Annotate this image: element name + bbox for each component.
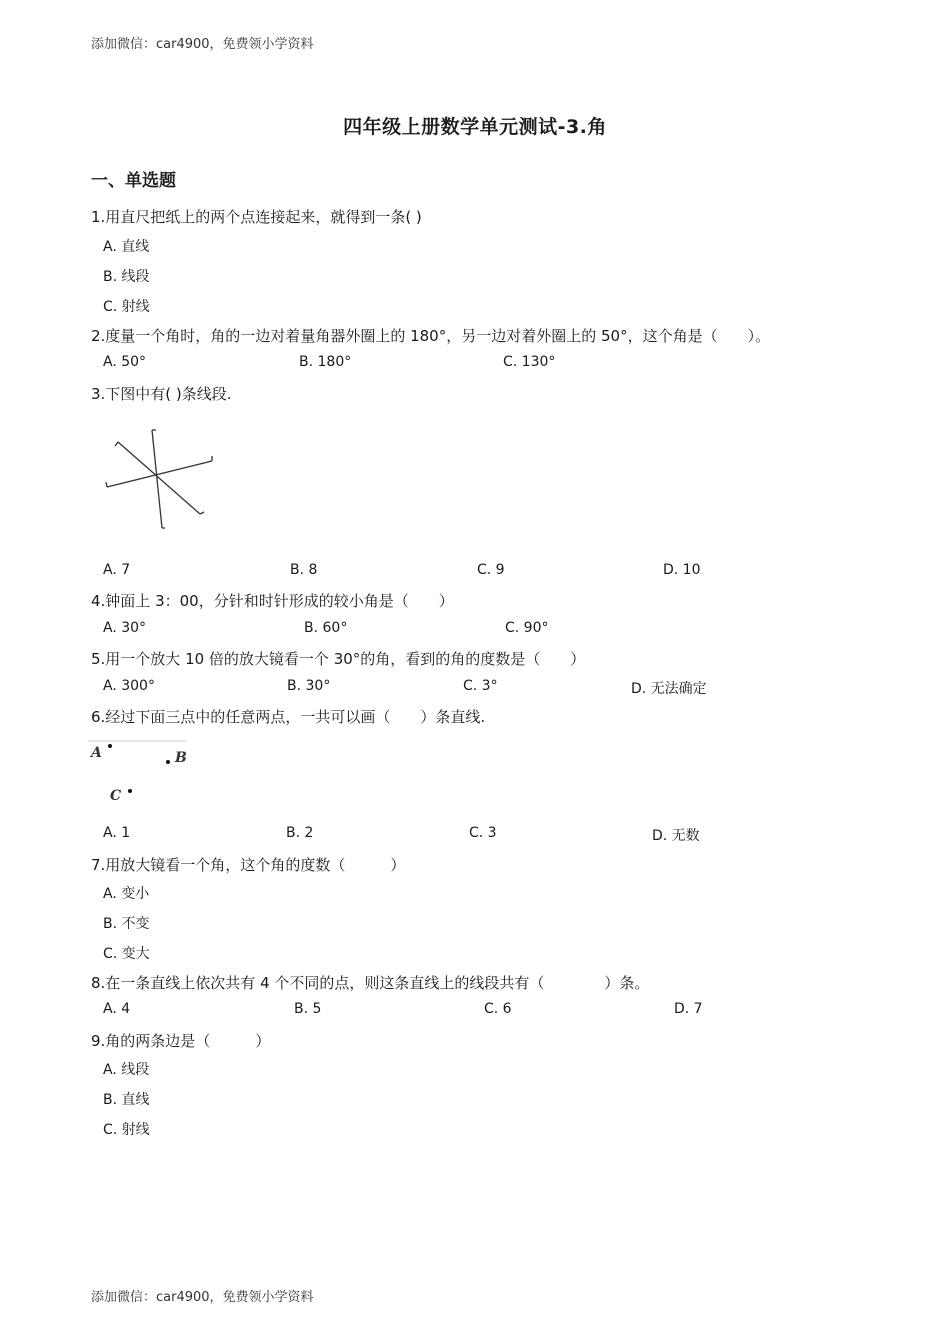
question-5: 5.用一个放大 10 倍的放大镜看一个 30°的角，看到的角的度数是（ ）	[91, 650, 586, 668]
q9-option-c[interactable]: C. 射线	[103, 1122, 150, 1138]
q2-option-c[interactable]: C. 130°	[503, 354, 556, 370]
q8-option-b[interactable]: B. 5	[294, 1001, 322, 1017]
section-heading: 一、单选题	[91, 171, 176, 191]
question-4: 4.钟面上 3：00，分针和时针形成的较小角是（ ）	[91, 592, 454, 610]
point-label-b: B	[175, 750, 187, 766]
q8-option-c[interactable]: C. 6	[484, 1001, 512, 1017]
q9-option-a[interactable]: A. 线段	[103, 1062, 150, 1078]
q6-option-a[interactable]: A. 1	[103, 825, 131, 841]
q4-option-a[interactable]: A. 30°	[103, 620, 147, 636]
question-1: 1.用直尺把纸上的两个点连接起来，就得到一条( )	[91, 208, 422, 226]
q6-option-d[interactable]: D. 无数	[652, 828, 700, 844]
q2-option-a[interactable]: A. 50°	[103, 354, 147, 370]
point-label-a: A	[91, 745, 102, 761]
q7-option-b[interactable]: B. 不变	[103, 916, 150, 932]
point-b-dot	[166, 760, 170, 764]
q3-option-d[interactable]: D. 10	[663, 562, 701, 578]
q6-option-c[interactable]: C. 3	[469, 825, 497, 841]
footer-note: 添加微信：car4900，免费领小学资料	[91, 1290, 314, 1305]
q3-option-a[interactable]: A. 7	[103, 562, 131, 578]
q7-option-c[interactable]: C. 变大	[103, 946, 150, 962]
q3-option-b[interactable]: B. 8	[290, 562, 318, 578]
point-a-dot	[108, 744, 112, 748]
q8-option-a[interactable]: A. 4	[103, 1001, 131, 1017]
q2-option-b[interactable]: B. 180°	[299, 354, 352, 370]
q3-line-figure	[100, 425, 220, 535]
q5-option-a[interactable]: A. 300°	[103, 678, 155, 694]
q9-option-b[interactable]: B. 直线	[103, 1092, 150, 1108]
q4-option-b[interactable]: B. 60°	[304, 620, 348, 636]
q6-option-b[interactable]: B. 2	[286, 825, 314, 841]
q1-option-a[interactable]: A. 直线	[103, 239, 150, 255]
question-9: 9.角的两条边是（ ）	[91, 1032, 271, 1050]
q7-option-a[interactable]: A. 变小	[103, 886, 150, 902]
q6-points-figure	[88, 738, 198, 808]
point-label-c: C	[110, 788, 122, 804]
point-c-dot	[128, 789, 132, 793]
q3-option-c[interactable]: C. 9	[477, 562, 505, 578]
q1-option-b[interactable]: B. 线段	[103, 269, 150, 285]
question-2: 2.度量一个角时，角的一边对着量角器外圈上的 180°，另一边对着外圈上的 50°，这个角是（ ）。	[91, 327, 771, 345]
q4-option-c[interactable]: C. 90°	[505, 620, 549, 636]
question-6: 6.经过下面三点中的任意两点，一共可以画（ ）条直线.	[91, 708, 486, 726]
q5-option-b[interactable]: B. 30°	[287, 678, 331, 694]
header-note: 添加微信：car4900，免费领小学资料	[91, 37, 314, 52]
q1-option-c[interactable]: C. 射线	[103, 299, 150, 315]
q5-option-c[interactable]: C. 3°	[463, 678, 498, 694]
question-8: 8.在一条直线上依次共有 4 个不同的点，则这条直线上的线段共有（ ）条。	[91, 974, 650, 992]
q8-option-d[interactable]: D. 7	[674, 1001, 703, 1017]
q5-option-d[interactable]: D. 无法确定	[631, 681, 707, 697]
q3-segment-horizontal	[107, 461, 212, 487]
page-title: 四年级上册数学单元测试-3.角	[343, 116, 607, 138]
question-7: 7.用放大镜看一个角，这个角的度数（ ）	[91, 856, 406, 874]
question-3: 3.下图中有( )条线段.	[91, 385, 232, 403]
